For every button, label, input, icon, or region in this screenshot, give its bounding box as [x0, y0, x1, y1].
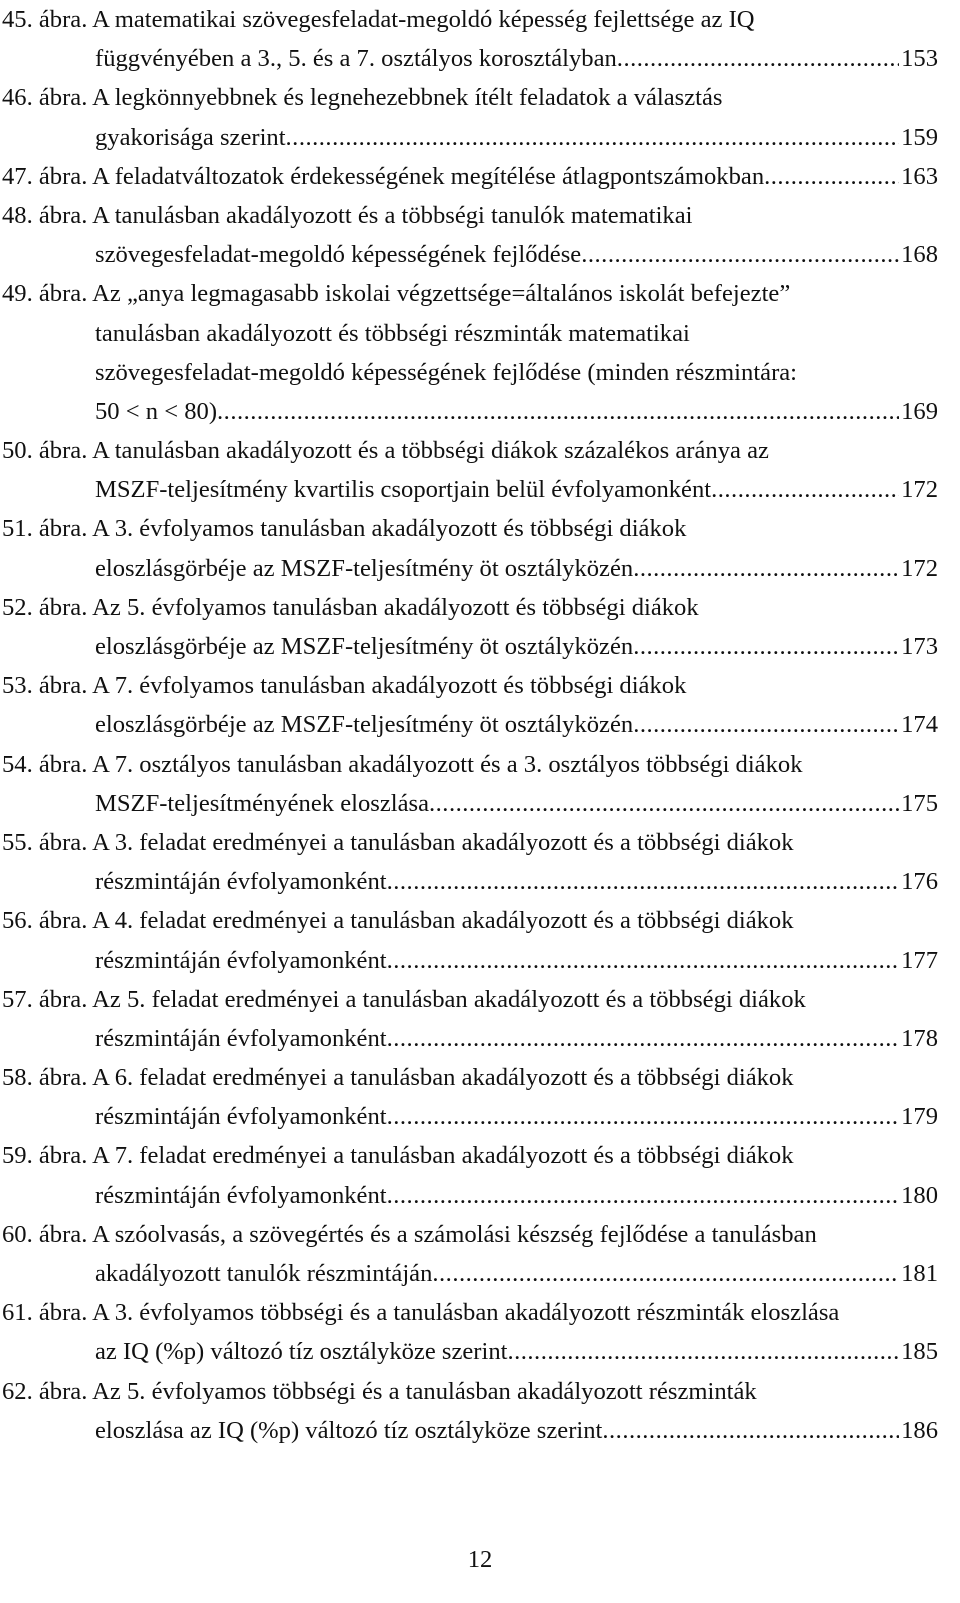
toc-entry-line	[0, 470, 960, 509]
figure-caption-text: A 3. évfolyamos tanulásban akadályozott és többségi diákok	[92, 515, 687, 543]
figure-caption-text: részmintáján évfolyamonként	[95, 1024, 387, 1052]
page-number: 12	[467, 1546, 493, 1573]
figure-number: 47. ábra.	[2, 162, 88, 190]
page-ref[interactable]: 179	[901, 1103, 938, 1131]
toc-entry-line	[0, 509, 960, 548]
toc-entry-line	[0, 784, 960, 823]
dot-leader	[581, 235, 899, 274]
page-ref[interactable]: 181	[901, 1260, 938, 1287]
figure-caption-text: A 3. évfolyamos többségi és a tanulásban akadályozott részminták eloszlása	[92, 1299, 840, 1327]
page-ref[interactable]: 172	[901, 476, 938, 504]
figure-caption-text: A matematikai szövegesfeladat-megoldó képesség fejlettsége az IQ	[92, 6, 755, 33]
figure-number: 51. ábra.	[2, 515, 88, 543]
figure-caption-text: eloszlásgörbéje az MSZF-teljesítmény öt osztályközén	[95, 711, 634, 739]
toc-entry[interactable]	[0, 901, 960, 979]
dot-leader	[633, 549, 899, 588]
page-ref[interactable]: 174	[901, 711, 938, 739]
page-ref[interactable]: 177	[901, 946, 938, 974]
figure-number: 50. ábra.	[2, 437, 88, 465]
toc-entry-line	[0, 235, 960, 274]
toc-entry-line	[0, 314, 960, 353]
toc-entry-line	[0, 1215, 960, 1254]
toc-entry-line	[0, 118, 960, 157]
figure-caption-text: A tanulásban akadályozott és a többségi tanulók matematikai	[92, 201, 693, 229]
toc-entry-line	[0, 823, 960, 862]
figure-caption-text: részmintáján évfolyamonként	[95, 1181, 387, 1209]
figure-caption-text: A legkönnyebbnek és legnehezebbnek ítélt feladatok a választás	[92, 84, 723, 112]
dot-leader	[387, 862, 900, 901]
toc-entry[interactable]	[0, 1293, 960, 1371]
toc-entry[interactable]	[0, 78, 960, 156]
figure-number: 59. ábra.	[2, 1142, 88, 1170]
figure-number: 52. ábra.	[2, 593, 88, 621]
page-ref[interactable]: 175	[901, 789, 938, 817]
figure-caption-text: részmintáján évfolyamonként	[95, 946, 387, 974]
toc-entry[interactable]	[0, 823, 960, 901]
figure-caption-text: eloszlásgörbéje az MSZF-teljesítmény öt osztályközén	[95, 633, 634, 660]
figure-caption-text: Az 5. évfolyamos tanulásban akadályozott és többségi diákok	[92, 593, 699, 621]
figure-number: 56. ábra.	[2, 907, 88, 935]
toc-entry[interactable]	[0, 588, 960, 666]
toc-entry[interactable]	[0, 431, 960, 509]
page-ref[interactable]: 173	[901, 633, 938, 660]
toc-entry[interactable]	[0, 745, 960, 823]
figure-caption-text: A 6. feladat eredményei a tanulásban akadályozott és a többségi diákok	[92, 1064, 794, 1092]
toc-entry-line	[0, 78, 960, 117]
dot-leader	[602, 1411, 899, 1450]
figure-caption-text: részmintáján évfolyamonként	[95, 1103, 387, 1131]
figure-caption-text: részmintáján évfolyamonként	[95, 868, 387, 896]
toc-entry-line	[0, 39, 960, 78]
figure-caption-text: A 3. feladat eredményei a tanulásban akadályozott és a többségi diákok	[92, 828, 794, 856]
toc-entry-line	[0, 1136, 960, 1175]
figure-number: 61. ábra.	[2, 1299, 88, 1327]
toc-entry-line	[0, 1058, 960, 1097]
figure-number: 57. ábra.	[2, 985, 88, 1013]
figure-number: 62. ábra.	[2, 1377, 88, 1405]
toc-entry-line	[0, 274, 960, 313]
figure-number: 49. ábra.	[2, 280, 88, 308]
toc-entry[interactable]	[0, 1136, 960, 1214]
figure-number: 58. ábra.	[2, 1064, 88, 1092]
toc-entry-line	[0, 1176, 960, 1215]
toc-entry-line	[0, 392, 960, 431]
toc-entry-line	[0, 901, 960, 940]
figure-caption-text: gyakorisága szerint	[95, 123, 286, 151]
figure-caption-text: A 7. évfolyamos tanulásban akadályozott és többségi diákok	[92, 672, 687, 700]
figure-caption-text: függvényében a 3., 5. és a 7. osztályos korosztályban	[95, 45, 617, 73]
dot-leader	[429, 784, 899, 823]
toc-entry[interactable]	[0, 1058, 960, 1136]
page-ref[interactable]: 185	[901, 1338, 938, 1366]
page-ref[interactable]: 186	[901, 1416, 938, 1444]
toc-entry-line	[0, 745, 960, 784]
figure-number: 55. ábra.	[2, 828, 88, 856]
toc-entry-line	[0, 980, 960, 1019]
toc-entry-line	[0, 627, 960, 666]
figure-caption-text: szövegesfeladat-megoldó képességének fejlődése (minden részmintára:	[95, 358, 798, 386]
toc-entry-line	[0, 1293, 960, 1332]
toc-entry-line	[0, 705, 960, 744]
figure-caption-text: Az 5. feladat eredményei a tanulásban akadályozott és a többségi diákok	[92, 985, 806, 1013]
dot-leader	[711, 470, 899, 509]
toc-entry-line	[0, 588, 960, 627]
figure-caption-text: Az „anya legmagasabb iskolai végzettsége=általános iskolát befejezte”	[92, 280, 791, 308]
toc-entry-line	[0, 1411, 960, 1450]
figure-caption-text: A feladatváltozatok érdekességének megítélése átlagpontszámokban	[92, 162, 765, 190]
page-ref[interactable]: 153	[901, 45, 938, 73]
figure-caption-text: eloszlása az IQ (%p) változó tíz osztályköze szerint	[95, 1416, 603, 1444]
figure-caption-text: A tanulásban akadályozott és a többségi diákok százalékos aránya az	[92, 437, 769, 465]
figure-number: 53. ábra.	[2, 672, 88, 700]
page-ref[interactable]: 168	[901, 241, 938, 269]
toc-entry[interactable]	[0, 157, 960, 196]
page-ref[interactable]: 172	[901, 554, 938, 582]
figure-caption-text: szövegesfeladat-megoldó képességének fejlődése	[95, 241, 582, 269]
figure-caption-text: MSZF-teljesítményének eloszlása	[95, 789, 429, 817]
page-ref[interactable]: 163	[901, 162, 938, 190]
toc-entry[interactable]	[0, 0, 960, 78]
toc-entry-line	[0, 666, 960, 705]
dot-leader	[633, 705, 899, 744]
toc-entry[interactable]	[0, 980, 960, 1058]
figure-caption-text: 50 < n < 80)	[95, 397, 218, 425]
page-ref[interactable]: 169	[901, 397, 938, 425]
dot-leader	[387, 1019, 900, 1058]
toc-entry[interactable]	[0, 666, 960, 744]
toc-entry[interactable]	[0, 1215, 960, 1293]
toc-entry[interactable]	[0, 196, 960, 274]
toc-entry[interactable]	[0, 274, 960, 431]
dot-leader	[387, 941, 900, 980]
toc-entry-line	[0, 1254, 960, 1293]
figure-caption-text: Az 5. évfolyamos többségi és a tanulásban akadályozott részminták	[92, 1377, 757, 1405]
figure-caption-text: tanulásban akadályozott és többségi részminták matematikai	[95, 319, 690, 347]
toc-entry-line	[0, 353, 960, 392]
toc-entry-line	[0, 1372, 960, 1411]
figure-caption-text: akadályozott tanulók részmintáján	[95, 1260, 433, 1287]
dot-leader	[286, 118, 900, 157]
dot-leader	[217, 392, 899, 431]
figure-number: 54. ábra.	[2, 750, 88, 778]
figure-caption-text: MSZF-teljesítmény kvartilis csoportjain belül évfolyamonként	[95, 476, 712, 504]
page-ref[interactable]: 178	[901, 1024, 938, 1052]
figure-caption-text: A 7. feladat eredményei a tanulásban akadályozott és a többségi diákok	[92, 1142, 794, 1170]
figure-caption-text: eloszlásgörbéje az MSZF-teljesítmény öt osztályközén	[95, 554, 634, 582]
dot-leader	[387, 1097, 900, 1136]
toc-entry-line	[0, 1332, 960, 1371]
toc-entry-line	[0, 431, 960, 470]
dot-leader	[507, 1332, 899, 1371]
toc-entry[interactable]	[0, 1372, 960, 1450]
toc-entry[interactable]	[0, 509, 960, 587]
figure-number: 46. ábra.	[2, 84, 88, 112]
page-ref[interactable]: 176	[901, 868, 938, 896]
toc-entry-line	[0, 157, 960, 196]
figure-caption-text: az IQ (%p) változó tíz osztályköze szerint	[95, 1338, 508, 1366]
toc-entry-line	[0, 862, 960, 901]
figure-number: 60. ábra.	[2, 1220, 88, 1248]
figure-caption-text: A szóolvasás, a szövegértés és a számolási készség fejlődése a tanulásban	[92, 1220, 817, 1248]
dot-leader	[764, 157, 899, 196]
toc-entry-line	[0, 941, 960, 980]
dot-leader	[617, 39, 899, 78]
toc-entry-line	[0, 549, 960, 588]
dot-leader	[432, 1254, 899, 1293]
figure-caption-text: A 4. feladat eredményei a tanulásban akadályozott és a többségi diákok	[92, 907, 794, 935]
figure-caption-text: A 7. osztályos tanulásban akadályozott és a 3. osztályos többségi diákok	[92, 750, 803, 778]
dot-leader	[633, 627, 899, 666]
page-ref[interactable]: 180	[901, 1181, 938, 1209]
dot-leader	[387, 1176, 900, 1215]
figure-number: 48. ábra.	[2, 201, 88, 229]
toc-entry-line	[0, 1097, 960, 1136]
figure-number: 45. ábra.	[2, 6, 88, 33]
page-ref[interactable]: 159	[901, 123, 938, 151]
toc-entry-line	[0, 196, 960, 235]
toc-entry-line	[0, 0, 960, 39]
toc-entry-line	[0, 1019, 960, 1058]
